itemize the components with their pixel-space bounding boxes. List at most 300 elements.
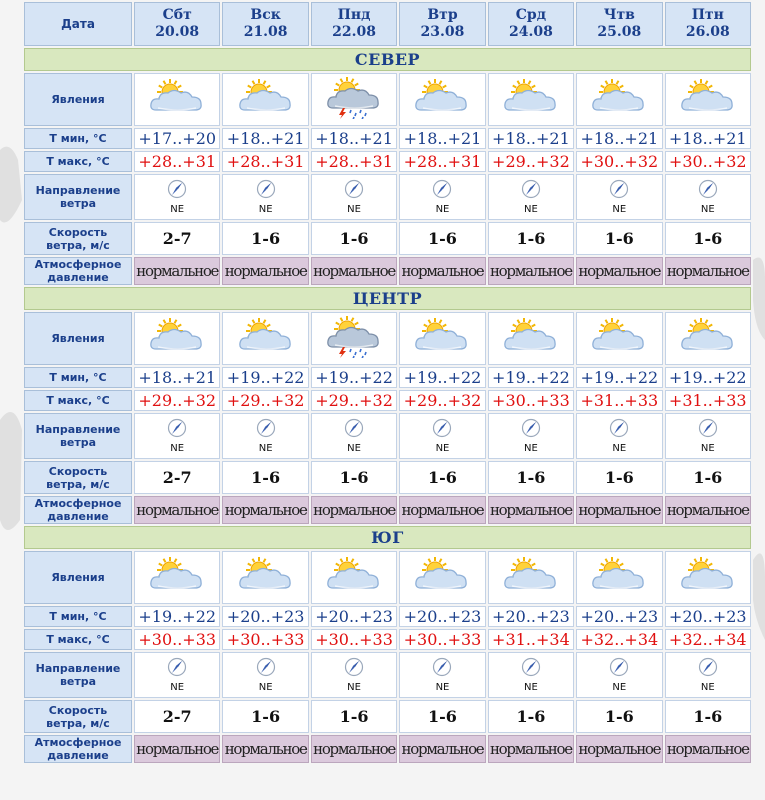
weather-cell <box>488 551 574 604</box>
wind-direction-label: NE <box>347 204 361 215</box>
wind-direction-label: NE <box>258 204 273 215</box>
wind-arrow-icon <box>256 418 276 442</box>
weather-cell <box>311 73 397 126</box>
wind-direction-cell <box>488 174 574 220</box>
wind-speed-value: 1-6 <box>488 222 574 255</box>
wind-speed-value: 2-7 <box>134 700 220 733</box>
wind-direction-label: NE <box>170 443 185 454</box>
wind-direction <box>400 179 484 215</box>
wind-speed-value: 1-6 <box>576 222 662 255</box>
wind-direction <box>577 657 661 693</box>
wind-direction <box>666 179 750 215</box>
wind-direction-cell <box>665 413 751 459</box>
row-label-text: Скорость <box>48 225 108 239</box>
row-label-text: Скорость <box>48 703 108 717</box>
sun-cloud-icon <box>237 580 295 599</box>
weather-cell <box>311 551 397 604</box>
day-name: Чтв <box>603 7 635 23</box>
day-date: 25.08 <box>597 24 642 40</box>
wind-direction-cell <box>311 174 397 220</box>
row-label-text: ветра, м/с <box>46 477 110 491</box>
weather-cell <box>488 73 574 126</box>
wind-arrow-icon <box>698 179 718 203</box>
weather-cell <box>399 312 485 365</box>
sun-cloud-icon <box>237 102 295 121</box>
pressure-value: нормальное <box>488 496 574 524</box>
wind-arrow-icon <box>432 179 452 203</box>
wind-direction <box>312 418 396 454</box>
pressure-value: нормальное <box>488 257 574 285</box>
tmin-value: +19..+22 <box>134 606 220 627</box>
tmin-value: +18..+21 <box>488 128 574 149</box>
row-label-wind-direction <box>24 652 132 698</box>
wind-arrow-icon <box>344 418 364 442</box>
wind-arrow-icon <box>344 179 364 203</box>
region-title <box>24 48 751 71</box>
tmin-value: +18..+21 <box>134 367 220 388</box>
weather-cell <box>576 73 662 126</box>
pressure-value: нормальное <box>311 735 397 763</box>
tmin-value: +20..+23 <box>665 606 751 627</box>
weather-cell <box>488 312 574 365</box>
tmax-value: +28..+31 <box>311 151 397 172</box>
day-header <box>665 2 751 46</box>
wind-direction-cell <box>134 413 220 459</box>
region-name: ЦЕНТР <box>352 289 423 308</box>
row-label-phenomena <box>24 73 132 126</box>
sun-cloud-icon <box>679 580 737 599</box>
wind-speed-value: 1-6 <box>311 222 397 255</box>
pressure-value: нормальное <box>134 735 220 763</box>
wind-speed-value: 1-6 <box>222 461 308 494</box>
tmin-value: +20..+23 <box>222 606 308 627</box>
row-label-text: ветра, м/с <box>46 238 110 252</box>
wind-speed-value: 1-6 <box>665 461 751 494</box>
day-date: 22.08 <box>332 24 376 40</box>
row-label-text: давление <box>47 749 109 762</box>
phenomena-row <box>24 73 751 126</box>
wind-speed-value: 1-6 <box>222 700 308 733</box>
row-label-text: ветра, м/с <box>46 716 110 730</box>
pressure-value: нормальное <box>665 257 751 285</box>
row-label-phenomena <box>24 312 132 365</box>
wind-direction-cell <box>134 174 220 220</box>
wind-direction <box>666 657 750 693</box>
wind-direction-cell <box>576 413 662 459</box>
weather-cell <box>134 551 220 604</box>
tmin-value: +18..+21 <box>665 128 751 149</box>
row-label-pressure <box>24 257 132 285</box>
wind-direction-cell <box>399 174 485 220</box>
tmax-value: +31..+33 <box>665 390 751 411</box>
row-label-text: ветра <box>59 197 97 210</box>
sun-cloud-icon <box>413 341 471 360</box>
row-label-tmin <box>24 367 132 388</box>
tmin-value: +20..+23 <box>576 606 662 627</box>
tmax-row <box>24 151 751 172</box>
wind-direction <box>400 657 484 693</box>
wind-direction-cell <box>399 652 485 698</box>
pressure-value: нормальное <box>222 257 308 285</box>
row-label-wind-speed <box>24 700 132 733</box>
row-label-text: ветра <box>59 675 97 688</box>
weather-cell <box>222 551 308 604</box>
row-label-wind-direction <box>24 413 132 459</box>
pressure-value: нормальное <box>134 496 220 524</box>
weather-cell <box>576 551 662 604</box>
day-name: Срд <box>515 7 547 23</box>
row-label-text: Атмосферное <box>34 736 122 749</box>
sun-cloud-icon <box>679 341 737 360</box>
wind-direction-cell <box>311 652 397 698</box>
row-label-wind-direction <box>24 174 132 220</box>
day-date: 23.08 <box>420 24 465 40</box>
wind-arrow-icon <box>698 418 718 442</box>
wind-direction <box>577 418 661 454</box>
tmin-value: +17..+20 <box>134 128 220 149</box>
wind-speed-value: 1-6 <box>311 700 397 733</box>
tmax-row <box>24 629 751 650</box>
tmin-value: +19..+22 <box>488 367 574 388</box>
wind-direction-cell <box>665 174 751 220</box>
wind-direction-label: NE <box>523 204 538 215</box>
wind-direction-cell <box>576 652 662 698</box>
tmin-value: +20..+23 <box>399 606 485 627</box>
weather-cell <box>399 73 485 126</box>
day-header <box>134 2 220 46</box>
row-label-text: Направление <box>35 423 121 436</box>
wind-arrow-icon <box>344 657 364 681</box>
sun-cloud-icon <box>325 580 383 599</box>
wind-arrow-icon <box>521 418 541 442</box>
wind-direction-label: NE <box>700 682 715 693</box>
weather-cell <box>665 73 751 126</box>
tmin-value: +19..+22 <box>576 367 662 388</box>
wind-direction-cell <box>222 413 308 459</box>
thunderstorm-rain-icon <box>325 343 383 362</box>
wind-speed-value: 1-6 <box>488 700 574 733</box>
weather-cell <box>399 551 485 604</box>
tmin-value: +20..+23 <box>488 606 574 627</box>
wind-direction-label: NE <box>435 204 450 215</box>
region-name: ЮГ <box>371 528 404 547</box>
pressure-value: нормальное <box>311 257 397 285</box>
row-label-tmin <box>24 128 132 149</box>
tmax-value: +29..+32 <box>399 390 485 411</box>
wind-direction-cell <box>311 413 397 459</box>
wind-arrow-icon <box>167 179 187 203</box>
sun-cloud-icon <box>679 102 737 121</box>
wind-speed-value: 1-6 <box>576 461 662 494</box>
weather-cell <box>665 551 751 604</box>
wind-direction <box>135 418 219 454</box>
sun-cloud-icon <box>502 102 560 121</box>
tmin-value: +19..+22 <box>311 367 397 388</box>
wind-arrow-icon <box>256 657 276 681</box>
wind-direction <box>312 657 396 693</box>
tmax-value: +28..+31 <box>222 151 308 172</box>
wind-speed-value: 1-6 <box>399 461 485 494</box>
wind-direction-cell <box>134 652 220 698</box>
wind-direction-row <box>24 174 751 220</box>
pressure-value: нормальное <box>399 735 485 763</box>
wind-arrow-icon <box>167 657 187 681</box>
tmin-value: +18..+21 <box>399 128 485 149</box>
day-header <box>222 2 308 46</box>
row-label-pressure <box>24 496 132 524</box>
wind-arrow-icon <box>609 179 629 203</box>
wind-arrow-icon <box>521 657 541 681</box>
tmax-value: +30..+32 <box>665 151 751 172</box>
pressure-value: нормальное <box>576 496 662 524</box>
tmax-value: +28..+31 <box>399 151 485 172</box>
row-label-text: Атмосферное <box>34 497 122 510</box>
tmin-value: +19..+22 <box>665 367 751 388</box>
day-header <box>576 2 662 46</box>
day-name: Сбт <box>162 7 192 23</box>
date-header-label: Дата <box>61 16 95 31</box>
thunderstorm-rain-icon <box>325 104 383 123</box>
wind-direction <box>489 657 573 693</box>
row-label-text: Атмосферное <box>34 258 122 271</box>
wind-direction-cell <box>399 413 485 459</box>
wind-speed-value: 2-7 <box>134 222 220 255</box>
day-name: Пнд <box>337 7 371 23</box>
wind-arrow-icon <box>167 418 187 442</box>
sun-cloud-icon <box>413 102 471 121</box>
pressure-value: нормальное <box>576 735 662 763</box>
row-label-wind-speed <box>24 461 132 494</box>
wind-direction-label: NE <box>700 204 715 215</box>
wind-arrow-icon <box>609 657 629 681</box>
tmax-value: +30..+33 <box>222 629 308 650</box>
region-title <box>24 287 751 310</box>
row-label-text: Направление <box>35 662 121 675</box>
wind-direction <box>223 657 307 693</box>
tmax-value: +31..+33 <box>576 390 662 411</box>
wind-direction-label: NE <box>700 443 715 454</box>
weather-cell <box>222 73 308 126</box>
wind-direction-label: NE <box>435 443 450 454</box>
wind-direction-cell <box>576 174 662 220</box>
row-label-text: Направление <box>35 184 121 197</box>
pressure-value: нормальное <box>222 735 308 763</box>
pressure-value: нормальное <box>576 257 662 285</box>
wind-direction-label: NE <box>612 443 627 454</box>
wind-speed-value: 1-6 <box>665 222 751 255</box>
row-label-text: Т мин, °С <box>49 132 107 145</box>
wind-speed-value: 1-6 <box>665 700 751 733</box>
row-label-text: Т мин, °С <box>49 371 107 384</box>
tmin-row <box>24 606 751 627</box>
row-label-text: Явления <box>51 93 105 106</box>
day-date: 20.08 <box>155 24 200 40</box>
phenomena-row <box>24 312 751 365</box>
wind-direction-row <box>24 413 751 459</box>
sun-cloud-icon <box>148 341 206 360</box>
weather-cell <box>134 312 220 365</box>
pressure-value: нормальное <box>399 257 485 285</box>
region-name: СЕВЕР <box>354 50 421 69</box>
header-row <box>24 2 751 46</box>
tmax-value: +32..+34 <box>665 629 751 650</box>
wind-direction <box>223 418 307 454</box>
sun-cloud-icon <box>590 341 648 360</box>
wind-arrow-icon <box>521 179 541 203</box>
wind-direction-cell <box>222 174 308 220</box>
tmax-value: +29..+32 <box>134 390 220 411</box>
weather-cell <box>665 312 751 365</box>
wind-speed-value: 2-7 <box>134 461 220 494</box>
wind-speed-value: 1-6 <box>576 700 662 733</box>
tmax-value: +29..+32 <box>311 390 397 411</box>
day-date: 26.08 <box>685 24 730 40</box>
tmax-value: +29..+32 <box>488 151 574 172</box>
pressure-value: нормальное <box>134 257 220 285</box>
pressure-value: нормальное <box>311 496 397 524</box>
row-label-text: Т макс, °С <box>46 155 110 168</box>
region-row <box>24 526 751 549</box>
wind-direction-label: NE <box>612 682 627 693</box>
wind-speed-row <box>24 700 751 733</box>
weather-cell <box>311 312 397 365</box>
tmax-value: +32..+34 <box>576 629 662 650</box>
sun-cloud-icon <box>148 580 206 599</box>
tmax-value: +30..+33 <box>134 629 220 650</box>
wind-arrow-icon <box>698 657 718 681</box>
sun-cloud-icon <box>502 580 560 599</box>
tmin-value: +20..+23 <box>311 606 397 627</box>
row-label-text: Явления <box>51 332 105 345</box>
wind-direction <box>135 179 219 215</box>
day-name: Вск <box>250 7 281 23</box>
row-label-text: Т макс, °С <box>46 633 110 646</box>
day-header <box>399 2 485 46</box>
sun-cloud-icon <box>590 580 648 599</box>
wind-direction-label: NE <box>258 443 273 454</box>
tmin-value: +18..+21 <box>576 128 662 149</box>
weather-cell <box>576 312 662 365</box>
wind-speed-value: 1-6 <box>488 461 574 494</box>
wind-arrow-icon <box>432 657 452 681</box>
pressure-value: нормальное <box>222 496 308 524</box>
sun-cloud-icon <box>148 102 206 121</box>
pressure-value: нормальное <box>665 735 751 763</box>
sun-cloud-icon <box>237 341 295 360</box>
row-label-text: Т макс, °С <box>46 394 110 407</box>
wind-direction <box>666 418 750 454</box>
row-label-tmin <box>24 606 132 627</box>
wind-direction-label: NE <box>258 682 273 693</box>
wind-direction <box>489 418 573 454</box>
sun-cloud-icon <box>413 580 471 599</box>
phenomena-row <box>24 551 751 604</box>
wind-direction-cell <box>222 652 308 698</box>
tmin-value: +18..+21 <box>311 128 397 149</box>
wind-direction <box>223 179 307 215</box>
day-header <box>311 2 397 46</box>
date-header <box>24 2 132 46</box>
wind-speed-value: 1-6 <box>399 222 485 255</box>
weather-cell <box>134 73 220 126</box>
tmax-value: +30..+32 <box>576 151 662 172</box>
day-date: 21.08 <box>243 24 288 40</box>
wind-direction-cell <box>488 413 574 459</box>
day-name: Втр <box>427 7 458 23</box>
wind-direction-cell <box>488 652 574 698</box>
tmax-value: +30..+33 <box>311 629 397 650</box>
wind-direction-label: NE <box>435 682 450 693</box>
wind-speed-value: 1-6 <box>222 222 308 255</box>
tmax-value: +30..+33 <box>399 629 485 650</box>
tmin-value: +19..+22 <box>222 367 308 388</box>
wind-direction-label: NE <box>170 204 185 215</box>
row-label-text: Скорость <box>48 464 108 478</box>
row-label-wind-speed <box>24 222 132 255</box>
row-label-pressure <box>24 735 132 763</box>
region-title <box>24 526 751 549</box>
day-name: Птн <box>691 7 724 23</box>
day-header <box>488 2 574 46</box>
wind-arrow-icon <box>609 418 629 442</box>
tmax-value: +29..+32 <box>222 390 308 411</box>
row-label-text: ветра <box>59 436 97 449</box>
wind-direction-cell <box>665 652 751 698</box>
wind-arrow-icon <box>432 418 452 442</box>
wind-direction-label: NE <box>170 682 185 693</box>
pressure-row <box>24 257 751 285</box>
wind-direction-label: NE <box>347 443 361 454</box>
tmin-row <box>24 367 751 388</box>
wind-direction <box>400 418 484 454</box>
wind-direction-label: NE <box>523 682 538 693</box>
tmax-value: +28..+31 <box>134 151 220 172</box>
region-row <box>24 287 751 310</box>
row-label-text: Явления <box>51 571 105 584</box>
pressure-row <box>24 735 751 763</box>
tmax-value: +30..+33 <box>488 390 574 411</box>
pressure-row <box>24 496 751 524</box>
forecast-table <box>22 0 753 765</box>
wind-direction <box>577 179 661 215</box>
wind-speed-value: 1-6 <box>311 461 397 494</box>
wind-direction-row <box>24 652 751 698</box>
row-label-text: давление <box>47 271 109 284</box>
wind-direction <box>135 657 219 693</box>
row-label-text: давление <box>47 510 109 523</box>
tmax-row <box>24 390 751 411</box>
tmin-value: +18..+21 <box>222 128 308 149</box>
weather-cell <box>222 312 308 365</box>
pressure-value: нормальное <box>399 496 485 524</box>
sun-cloud-icon <box>590 102 648 121</box>
tmin-value: +19..+22 <box>399 367 485 388</box>
wind-direction <box>489 179 573 215</box>
tmax-value: +31..+34 <box>488 629 574 650</box>
wind-direction <box>312 179 396 215</box>
wind-speed-row <box>24 461 751 494</box>
sun-cloud-icon <box>502 341 560 360</box>
row-label-tmax <box>24 151 132 172</box>
wind-speed-row <box>24 222 751 255</box>
day-date: 24.08 <box>508 24 553 40</box>
row-label-phenomena <box>24 551 132 604</box>
wind-direction-label: NE <box>347 682 361 693</box>
pressure-value: нормальное <box>665 496 751 524</box>
row-label-tmax <box>24 629 132 650</box>
tmin-row <box>24 128 751 149</box>
wind-speed-value: 1-6 <box>399 700 485 733</box>
